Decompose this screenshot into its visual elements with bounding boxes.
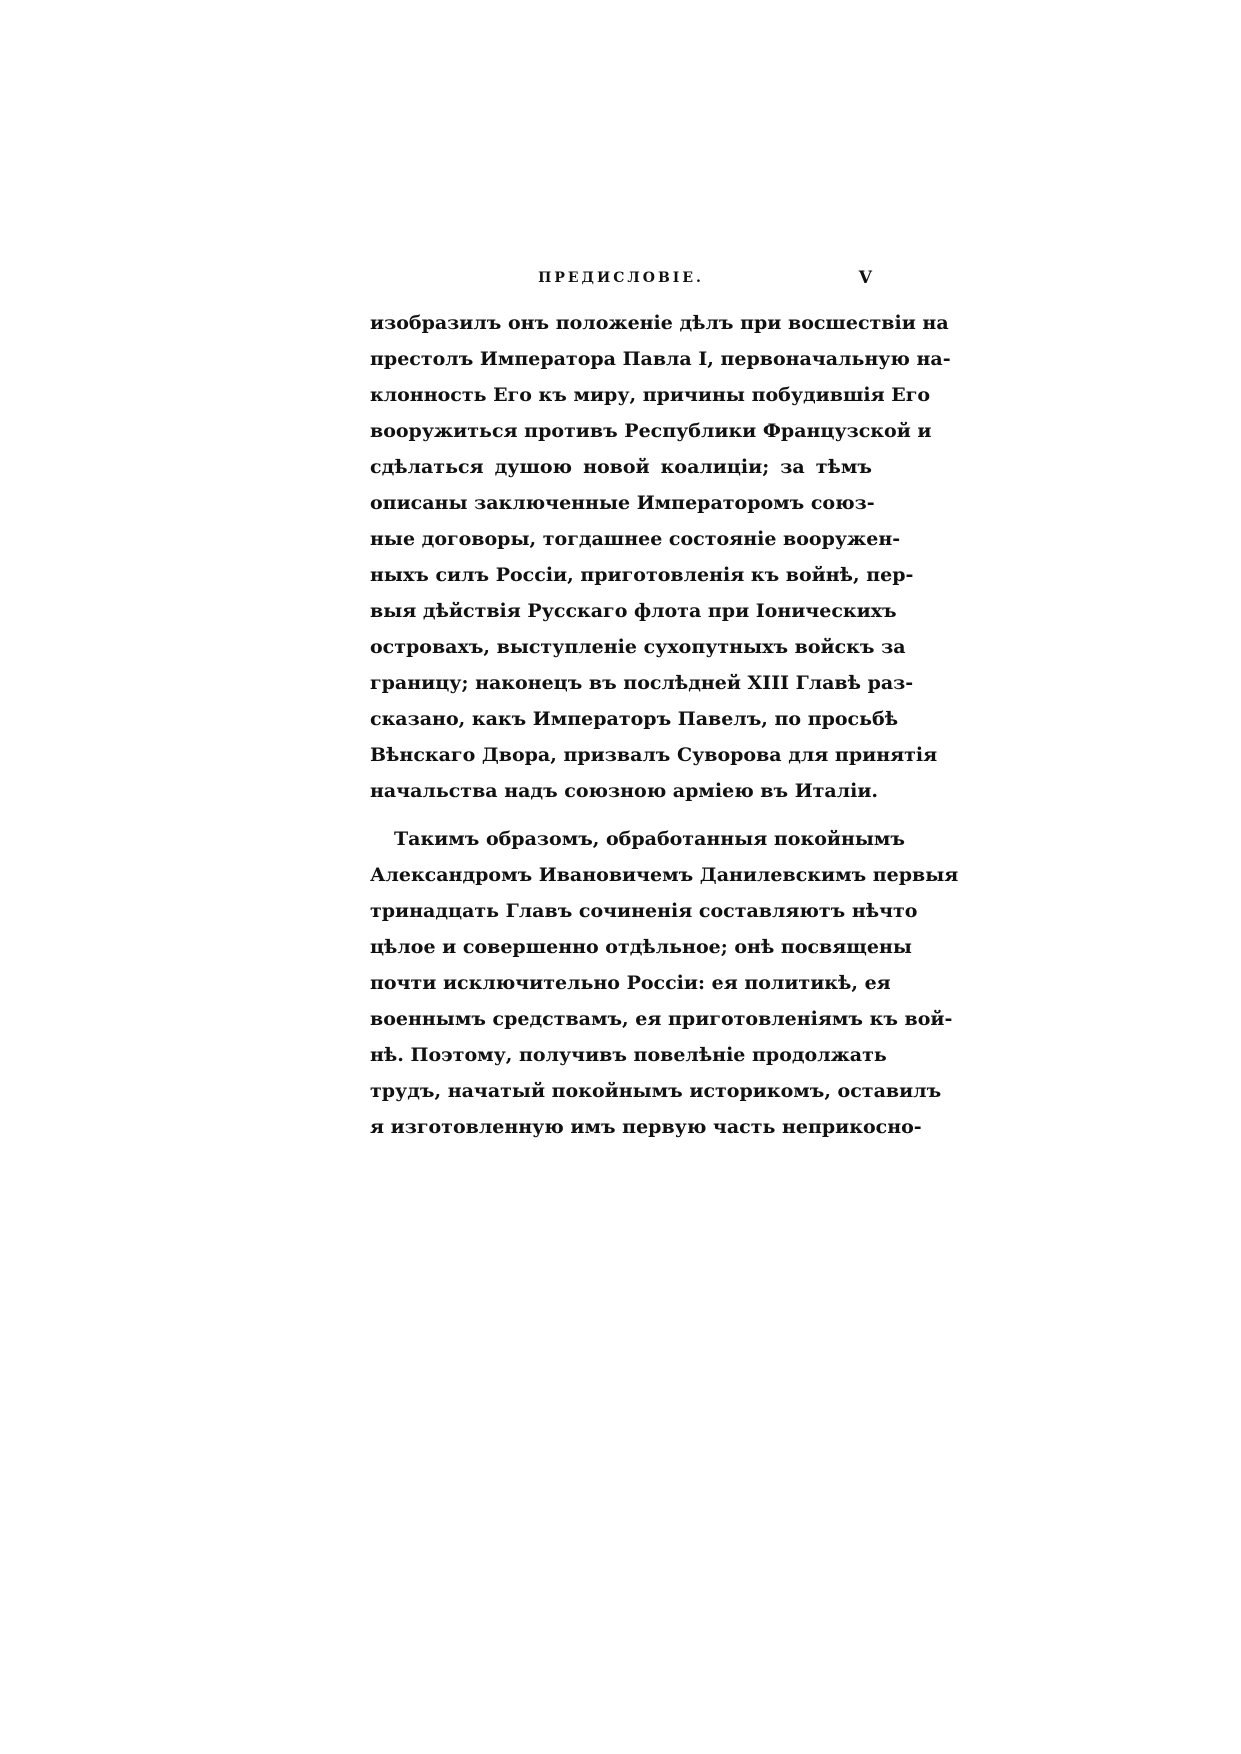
text-line: сдѣлаться душою новой коалиціи; за тѣмъ: [370, 456, 872, 478]
chapter-title: ПРЕДИСЛОВІЕ.: [538, 270, 704, 286]
text-line: Александромъ Ивановичемъ Данилевскимъ первыя: [370, 864, 959, 886]
text-line: трудъ, начатый покойнымъ историкомъ, оставилъ: [370, 1080, 942, 1102]
text-line: ные договоры, тогдашнее состояніе вооружен-: [370, 528, 901, 550]
text-line: я изготовленную имъ первую часть неприкосно-: [370, 1116, 922, 1138]
text-line: клонность Его къ миру, причины побудившія Его: [370, 384, 931, 406]
text-line: выя дѣйствія Русскаго флота при Іоническихъ: [370, 600, 897, 622]
paragraph-1: [370, 305, 951, 809]
page-number: V: [858, 268, 872, 288]
text-line: нѣ. Поэтому, получивъ повелѣніе продолжать: [370, 1044, 887, 1066]
text-line: изобразилъ онъ положеніе дѣлъ при восшествіи на: [370, 312, 949, 334]
text-line: начальства надъ союзною арміею въ Италіи.: [370, 780, 879, 802]
text-line: военнымъ средствамъ, ея приготовленіямъ къ вой-: [370, 1008, 953, 1030]
text-line: Такимъ образомъ, обработанныя покойнымъ: [394, 828, 905, 850]
text-line: границу; наконецъ въ послѣдней XIII Главѣ раз-: [370, 672, 914, 694]
text-line: вооружиться противъ Республики Французской и: [370, 420, 932, 442]
text-line: ныхъ силъ Россіи, приготовленія къ войнѣ, пер-: [370, 564, 914, 586]
paragraph-spacer: [370, 809, 872, 821]
text-line: почти исключительно Россіи: ея политикѣ, ея: [370, 972, 891, 994]
body-text: [370, 305, 959, 1145]
text-line: островахъ, выступленіе сухопутныхъ войскъ за: [370, 636, 906, 658]
running-header: [370, 270, 872, 294]
text-line: сказано, какъ Императоръ Павелъ, по просьбѣ: [370, 708, 899, 730]
text-line: цѣлое и совершенно отдѣльное; онѣ посвящены: [370, 936, 912, 958]
paragraph-2: [370, 821, 959, 1145]
text-line: описаны заключенные Императоромъ союз-: [370, 492, 875, 514]
text-line: тринадцать Главъ сочиненія составляютъ нѣчто: [370, 900, 918, 922]
text-line: престолъ Императора Павла I, первоначальную на-: [370, 348, 951, 370]
text-line: Вѣнскаго Двора, призвалъ Суворова для принятія: [370, 744, 938, 766]
